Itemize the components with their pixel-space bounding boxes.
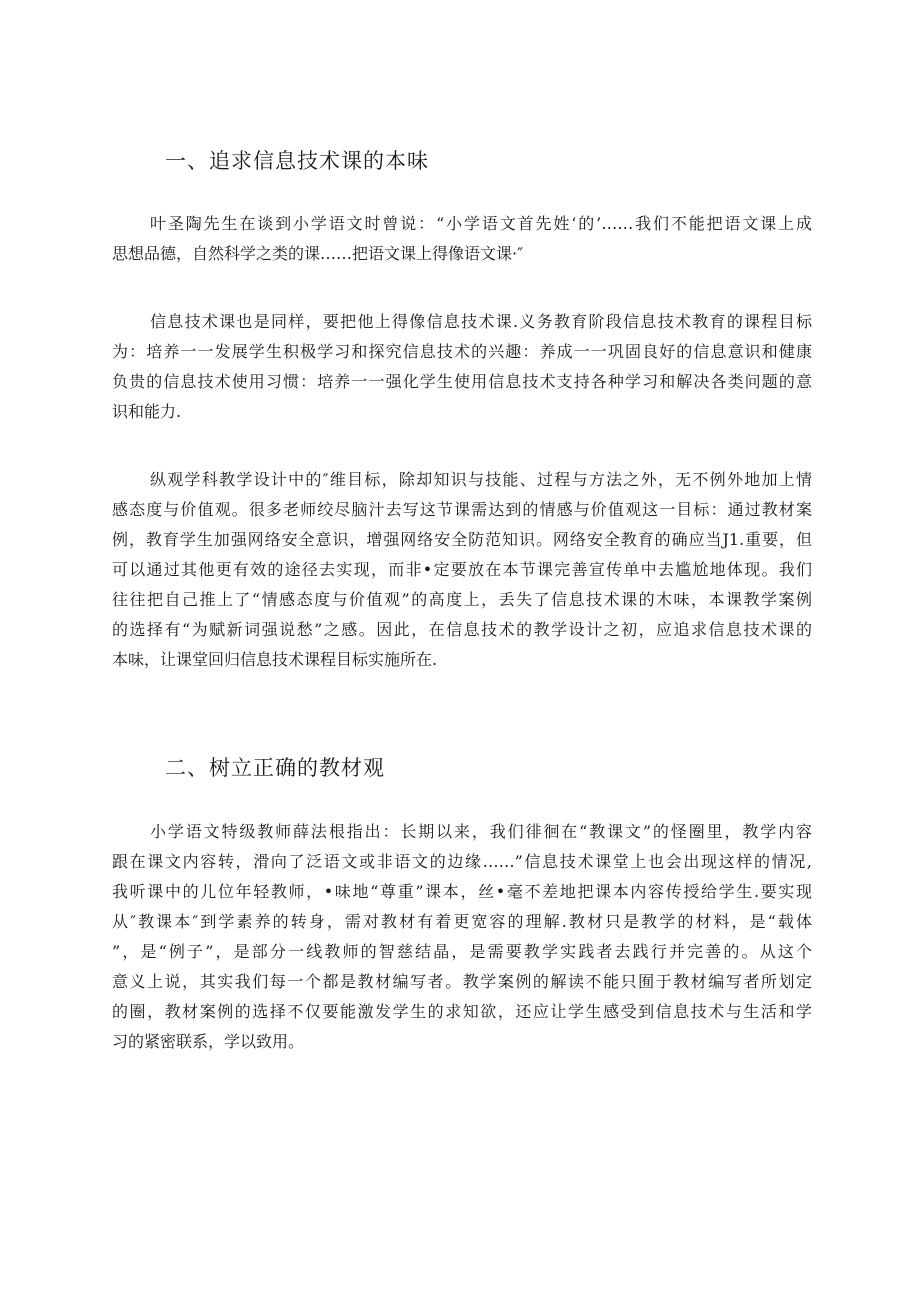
text-line: 为：培养一一发展学生积极学习和探究信息技术的兴趣：养成一一巩固良好的信息意识和健康 [112,342,812,361]
text-line: 我听课中的儿位年轻教师，•味地“尊重”课本，丝•毫不差地把课本内容传授给学生.要实现 [112,882,812,901]
text-line: 例，教育学生加强网络安全意识，增强网络安全防范知识。网络安全教育的确应当J1.重要，但 [112,530,812,549]
text-line: 感态度与价值观。很多老师绞尽脑汁去写这节课需达到的情感与价值观这一目标：通过教材案 [112,500,812,519]
text-line: 意义上说，其实我们每一个都是教材编写者。教学案例的解读不能只囿于教材编写者所划定 [112,972,812,991]
paragraph-course-goals [112,307,812,427]
text-line: ”，是“例子”，是部分一线教师的智慈结晶，是需要教学实践者去践行并完善的。从这个 [112,942,812,961]
text-line: 识和能力. [112,402,182,421]
paragraph-yeshengtao-quote [112,209,812,269]
text-line: 可以通过其他更有效的途径去实现，而非•定要放在本节课完善宣传单中去尴尬地体现。我们 [112,560,812,579]
section-heading-2: 二、树立正确的教材观 [165,756,385,780]
text-line: 本味，让课堂回归信息技术课程目标实施所在. [112,650,438,669]
text-line: 小学语文特级教师薛法根指出：长期以来，我们徘徊在“教课文”的怪圈里，教学内容 [150,822,812,841]
text-line: 从″教课本″到学素养的转身，需对教材有着更宽容的理解.教材只是教学的材料，是“载体 [112,912,812,931]
text-line: 纵观学科教学设计中的″维目标，除却知识与技能、过程与方法之外，无不例外地加上情 [150,470,812,489]
text-line: 叶圣陶先生在谈到小学语文时曾说：“小学语文首先姓‘的’……我们不能把语文课上成 [150,214,812,233]
paragraph-three-dimensional-goals [112,465,812,675]
text-line: 的选择有“为赋新词强说愁”之感。因此，在信息技术的教学设计之初，应追求信息技术课的 [112,620,812,639]
text-line: 的圈，教材案例的选择不仅要能激发学生的求知欲，还应让学生感受到信息技术与生活和学 [112,1002,812,1021]
section-heading-1: 一、追求信息技术课的本味 [165,149,429,173]
paragraph-textbook-view [112,817,812,1057]
text-line: 负贵的信息技术使用习惯：培养一一强化学生使用信息技术支持各种学习和解决各类问题的意 [112,372,812,391]
text-line: 跟在课文内容转，滑向了泛语文或非语文的边缘……”信息技术课堂上也会出现这样的情况, [112,852,812,871]
text-line: 习的紧密联系，学以致用。 [112,1032,305,1051]
text-line: 信息技术课也是同样，要把他上得像信息技术课.义务教育阶段信息技术教育的课程目标 [150,312,812,331]
text-line: 往往把自己推上了“情感态度与价值观”的高度上，丢失了信息技术课的木味，本课教学案例 [112,590,812,609]
text-line: 思想品德，自然科学之类的课……把语文课上得像语文课·″ [112,244,524,263]
